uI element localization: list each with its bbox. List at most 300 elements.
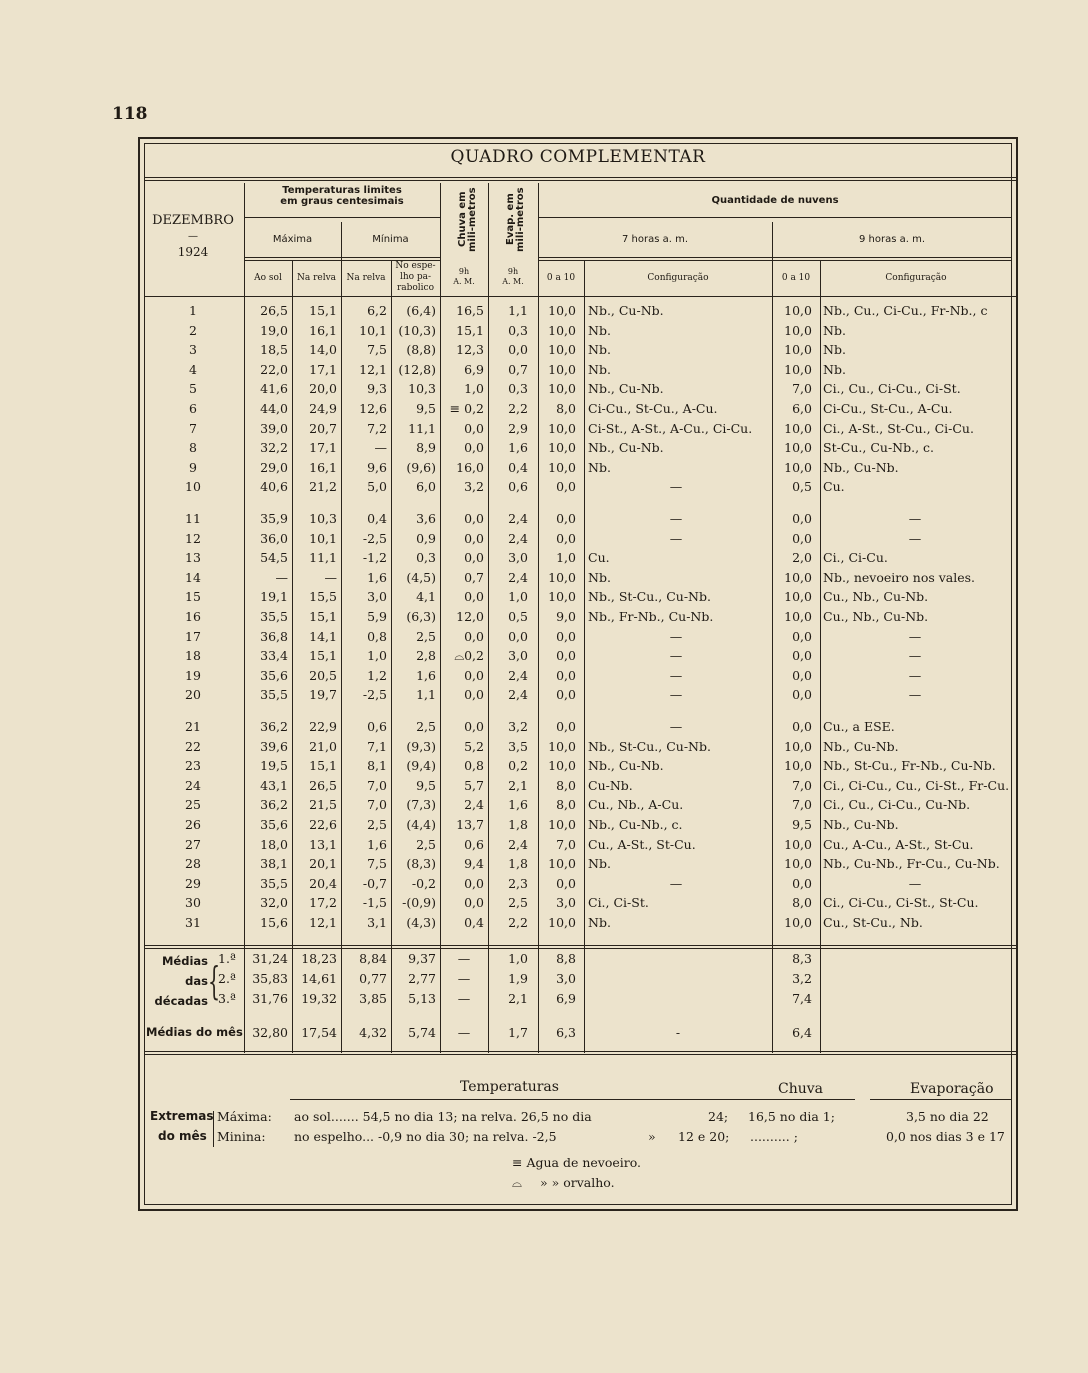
cell-c7: Nb.: [588, 569, 611, 585]
cell-mr: 2,5: [367, 817, 387, 832]
cell-ev: 0,0: [508, 342, 528, 358]
cell-mr: 1,2: [367, 667, 387, 683]
cell-q7: 10,0: [548, 589, 576, 605]
cell-s: 35,6: [260, 667, 288, 683]
decade-cell-s: 31,76: [252, 991, 288, 1006]
cell-s: 18,0: [260, 836, 288, 852]
decade-cell-r: 18,23: [301, 951, 337, 966]
decade-cell-n: 1.ª: [218, 951, 236, 966]
espelho-header: No espe- lho pa- rabolico: [395, 261, 436, 293]
cell-q7: 10,0: [548, 361, 576, 377]
table-row: [140, 401, 1020, 421]
cell-q7: 10,0: [548, 381, 576, 397]
cell-q7: 10,0: [548, 322, 576, 338]
cell-c9: Nb., Cu-Nb.: [823, 738, 899, 754]
cell-c7: Cu.: [588, 550, 610, 566]
cell-c9: Ci., Ci-Cu., Cu., Ci-St., Fr-Cu.: [823, 777, 1010, 793]
cell-d: 5: [189, 381, 197, 397]
cell-mr: -1,5: [362, 895, 387, 911]
cell-ev: 0,4: [508, 459, 528, 475]
cell-r: 22,9: [309, 719, 337, 734]
cell-ev: 0,3: [508, 322, 528, 338]
table-row: [140, 687, 1020, 707]
cell-r: 15,5: [309, 589, 337, 605]
cell-mr: 1,6: [367, 569, 387, 585]
cell-c7: Ci-Cu., St-Cu., A-Cu.: [588, 401, 718, 416]
decade-cell-q9: 8,3: [792, 951, 812, 966]
cell-me: (9,3): [406, 738, 436, 754]
cell-r: —: [324, 569, 337, 585]
cell-ch: 0,0: [464, 719, 484, 734]
cell-ev: 2,4: [508, 569, 528, 585]
cell-ev: 2,2: [508, 915, 528, 930]
cell-c9: Cu., Nb., Cu-Nb.: [823, 609, 929, 624]
cell-r: 16,1: [309, 322, 337, 338]
table-row: [140, 511, 1020, 531]
cell-ch: 0,0: [464, 667, 484, 683]
cell-me: (7,3): [406, 797, 436, 813]
cell-ch: 0,0: [464, 550, 484, 566]
cell-q7: 0,0: [556, 719, 576, 734]
cell-ev: 1,6: [508, 440, 528, 456]
cell-q7: 10,0: [548, 420, 576, 436]
cell-ev: 2,4: [508, 511, 528, 526]
cell-me: 0,3: [416, 550, 436, 566]
cell-q7: 10,0: [548, 758, 576, 774]
cell-mr: -2,5: [362, 687, 387, 703]
cell-r: 20,1: [309, 856, 337, 872]
cell-me: 2,5: [416, 628, 436, 644]
cell-s: 43,1: [260, 777, 288, 793]
maxima-header: Máxima: [272, 234, 313, 245]
cell-me: 1,1: [416, 687, 436, 703]
cell-r: 21,5: [309, 797, 337, 813]
cell-d: 23: [185, 758, 201, 774]
cell-me: (9,6): [406, 459, 436, 475]
cell-q7: 10,0: [548, 915, 576, 930]
cell-ev: 2,4: [508, 836, 528, 852]
cell-q9: 0,0: [792, 667, 812, 683]
table-row: [140, 381, 1020, 401]
cell-d: 17: [185, 628, 201, 644]
cell-c7: Nb., Cu-Nb.: [588, 303, 664, 318]
cell-q7: 0,0: [556, 511, 576, 526]
cell-ch: 0,4: [464, 915, 484, 930]
cell-ch: ≡ 0,2: [449, 401, 484, 416]
cell-q9: 8,0: [792, 895, 812, 911]
cell-q9: 10,0: [784, 758, 812, 774]
cell-me: 3,6: [416, 511, 436, 526]
cell-me: (6,4): [406, 303, 436, 318]
cell-q7: 0,0: [556, 648, 576, 664]
cell-d: 25: [185, 797, 201, 813]
cell-me: -(0,9): [402, 895, 436, 911]
month-mean-sol: 32,80: [252, 1025, 288, 1040]
month-mean-chuva: —: [457, 1025, 471, 1040]
cell-ch: 0,0: [464, 628, 484, 644]
na-relva-min-header: Na relva: [346, 273, 386, 283]
cell-ch: ⌓0,2: [454, 648, 484, 664]
footer-min-day: 12 e 20;: [678, 1129, 730, 1144]
decade-cell-ch: —: [457, 991, 471, 1006]
cell-ev: 2,3: [508, 875, 528, 891]
table-row: [140, 609, 1020, 629]
cell-ch: 0,0: [464, 440, 484, 456]
cell-ev: 1,8: [508, 817, 528, 832]
cell-q7: 8,0: [556, 401, 576, 416]
cell-d: 18: [185, 648, 201, 664]
decade-row: [140, 971, 1020, 991]
cell-c7: Cu., Nb., A-Cu.: [588, 797, 684, 813]
cell-c9: —: [908, 530, 922, 546]
cell-d: 10: [185, 479, 201, 495]
cell-q7: 0,0: [556, 667, 576, 683]
cell-c9: Nb., Cu., Ci-Cu., Fr-Nb., c: [823, 303, 988, 318]
decade-cell-s: 35,83: [252, 971, 288, 986]
cell-r: 11,1: [309, 550, 337, 566]
cell-s: 32,2: [260, 440, 288, 456]
cell-me: (9,4): [406, 758, 436, 774]
cell-r: 15,1: [309, 648, 337, 664]
cell-ch: 2,4: [464, 797, 484, 813]
cell-c7: —: [669, 628, 683, 644]
cell-ev: 0,0: [508, 628, 528, 644]
cell-c7: Nb., Cu-Nb.: [588, 758, 664, 774]
cell-c7: Nb.: [588, 459, 611, 475]
cell-mr: 8,1: [367, 758, 387, 774]
cell-ev: 1,0: [508, 589, 528, 605]
cell-ch: 12,0: [456, 609, 484, 624]
cell-mr: 9,6: [367, 459, 387, 475]
cell-d: 4: [189, 361, 197, 377]
cell-s: 35,6: [260, 817, 288, 832]
cell-ch: 16,5: [456, 303, 484, 318]
year-label: 1924: [177, 245, 209, 259]
cell-s: 29,0: [260, 459, 288, 475]
decade-cell-me: 9,37: [408, 951, 436, 966]
cell-mr: 7,1: [367, 738, 387, 754]
cell-ev: 3,5: [508, 738, 528, 754]
table-row: [140, 629, 1020, 649]
cell-s: 36,2: [260, 719, 288, 734]
footer-min-quote: »: [648, 1129, 656, 1144]
cell-c9: Nb.: [823, 322, 846, 338]
cell-q7: 10,0: [548, 440, 576, 456]
cell-mr: 7,5: [367, 342, 387, 358]
config7-header: Configuração: [647, 273, 709, 283]
cell-q7: 10,0: [548, 856, 576, 872]
cell-mr: 1,6: [367, 836, 387, 852]
cell-c7: —: [669, 719, 683, 734]
cell-mr: 12,6: [359, 401, 387, 416]
cell-me: (12,8): [398, 361, 436, 377]
cell-r: 24,9: [309, 401, 337, 416]
cell-mr: 6,2: [367, 303, 387, 318]
footer-min-evap: 0,0 nos dias 3 e 17: [886, 1129, 1005, 1144]
cell-d: 22: [185, 738, 201, 754]
cell-mr: 3,1: [367, 915, 387, 930]
cell-c9: St-Cu., Cu-Nb., c.: [823, 440, 935, 456]
cell-s: 26,5: [260, 303, 288, 318]
cell-q9: 2,0: [792, 550, 812, 566]
cell-me: 2,5: [416, 836, 436, 852]
cell-mr: 7,0: [367, 797, 387, 813]
decade-cell-mr: 3,85: [359, 991, 387, 1006]
cell-q7: 0,0: [556, 628, 576, 644]
cell-r: 16,1: [309, 459, 337, 475]
cell-d: 15: [185, 589, 201, 605]
cell-me: (4,3): [406, 915, 436, 930]
table-row: [140, 778, 1020, 798]
cell-ev: 3,2: [508, 719, 528, 734]
cell-s: 36,0: [260, 530, 288, 546]
footer-minima: Minina:: [217, 1129, 266, 1144]
month-mean-relva: 17,54: [301, 1025, 337, 1040]
table-row: [140, 915, 1020, 935]
cell-mr: 0,8: [367, 628, 387, 644]
cell-q9: 10,0: [784, 361, 812, 377]
cell-s: 19,1: [260, 589, 288, 605]
cell-s: 38,1: [260, 856, 288, 872]
chuva-header: Chuva em mili-metros: [457, 187, 478, 252]
cell-s: 54,5: [260, 550, 288, 566]
table-row: [140, 460, 1020, 480]
table-row: [140, 303, 1020, 323]
cell-ch: 0,0: [464, 895, 484, 911]
cell-ev: 3,0: [508, 648, 528, 664]
table-row: [140, 589, 1020, 609]
cell-ch: 0,6: [464, 836, 484, 852]
month-label: DEZEMBRO: [152, 213, 234, 228]
table-row: [140, 739, 1020, 759]
cell-d: 6: [189, 401, 197, 416]
cell-r: 20,5: [309, 667, 337, 683]
decade-cell-ev: 1,9: [508, 971, 528, 986]
decade-cell-q9: 7,4: [792, 991, 812, 1006]
cell-s: 41,6: [260, 381, 288, 397]
cell-d: 31: [185, 915, 201, 930]
cell-me: 0,9: [416, 530, 436, 546]
ao-sol-header: Ao sol: [254, 273, 282, 283]
cell-s: 18,5: [260, 342, 288, 358]
table-row: [140, 440, 1020, 460]
cell-q9: 10,0: [784, 915, 812, 930]
cell-r: 20,4: [309, 875, 337, 891]
decade-cell-q9: 3,2: [792, 971, 812, 986]
cell-q9: 7,0: [792, 797, 812, 813]
table-row: [140, 550, 1020, 570]
cell-c7: Nb.: [588, 915, 611, 930]
decade-cell-q7: 3,0: [556, 971, 576, 986]
cell-c7: Nb.: [588, 322, 611, 338]
cell-q9: 10,0: [784, 569, 812, 585]
cell-me: 8,9: [416, 440, 436, 456]
cell-s: 19,5: [260, 758, 288, 774]
cell-c9: Cu., A-Cu., A-St., St-Cu.: [823, 836, 974, 852]
cell-ch: 0,0: [464, 589, 484, 605]
month-mean-dash: -: [675, 1025, 681, 1040]
cell-d: 19: [185, 667, 201, 683]
cell-ch: 0,0: [464, 511, 484, 526]
table-row: [140, 817, 1020, 837]
cell-ev: 1,1: [508, 303, 528, 318]
month-mean-row: [140, 1025, 1020, 1045]
cell-c9: Nb., St-Cu., Fr-Nb., Cu-Nb.: [823, 758, 996, 774]
cell-ev: 2,4: [508, 530, 528, 546]
cell-q7: 8,0: [556, 797, 576, 813]
cell-c9: Ci., Cu., Ci-Cu., Ci-St.: [823, 381, 961, 397]
cell-me: 4,1: [416, 589, 436, 605]
decade-cell-r: 14,61: [301, 971, 337, 986]
table-row: [140, 648, 1020, 668]
table-row: [140, 856, 1020, 876]
cell-s: 35,5: [260, 687, 288, 703]
decade-cell-q7: 6,9: [556, 991, 576, 1006]
cell-d: 1: [189, 303, 197, 318]
footer-temperaturas-header: Temperaturas: [460, 1079, 559, 1095]
cell-c9: Ci., Cu., Ci-Cu., Cu-Nb.: [823, 797, 971, 813]
cell-q9: 0,0: [792, 628, 812, 644]
cell-c7: —: [669, 667, 683, 683]
cell-ch: 5,7: [464, 777, 484, 793]
cell-s: 19,0: [260, 322, 288, 338]
cell-c9: Ci., Ci-Cu., Ci-St., St-Cu.: [823, 895, 979, 911]
cell-c9: —: [908, 687, 922, 703]
cell-s: 22,0: [260, 361, 288, 377]
cell-r: 12,1: [309, 915, 337, 930]
cell-r: 15,1: [309, 303, 337, 318]
cell-d: 7: [189, 420, 197, 436]
cell-r: 17,1: [309, 440, 337, 456]
cell-q7: 0,0: [556, 530, 576, 546]
cell-q7: 3,0: [556, 895, 576, 911]
seven-hours-header: 7 horas a. m.: [621, 234, 689, 245]
footer-min-line: no espelho... -0,9 no dia 30; na relva. -2,5: [294, 1129, 557, 1144]
cell-q9: 0,0: [792, 687, 812, 703]
cell-c7: —: [669, 511, 683, 526]
table-row: [140, 342, 1020, 362]
cell-c9: —: [908, 648, 922, 664]
cell-d: 14: [185, 569, 201, 585]
cell-c9: Ci., A-St., St-Cu., Ci-Cu.: [823, 420, 974, 436]
month-mean-min-relva: 4,32: [359, 1025, 387, 1040]
table-row: [140, 797, 1020, 817]
cell-me: 2,8: [416, 648, 436, 664]
footer-do-mes: do mês: [158, 1129, 207, 1143]
cell-r: 19,7: [309, 687, 337, 703]
cell-s: 39,6: [260, 738, 288, 754]
cell-mr: 12,1: [359, 361, 387, 377]
cell-c9: —: [908, 875, 922, 891]
cell-s: 35,5: [260, 875, 288, 891]
cell-c7: —: [669, 687, 683, 703]
cell-ch: 3,2: [464, 479, 484, 495]
cell-c7: Nb., St-Cu., Cu-Nb.: [588, 589, 711, 605]
cell-r: 17,2: [309, 895, 337, 911]
cell-q9: 0,0: [792, 648, 812, 664]
cell-q9: 9,5: [792, 817, 812, 832]
cell-ev: 0,2: [508, 758, 528, 774]
decades-label: Médias das décadas: [154, 954, 208, 1008]
cell-ch: 9,4: [464, 856, 484, 872]
cell-ch: 16,0: [456, 459, 484, 475]
cell-ev: 3,0: [508, 550, 528, 566]
cell-c7: —: [669, 875, 683, 891]
page-number: 118: [112, 104, 148, 124]
temperature-group-header: Temperaturas limites em graus centesimais: [280, 185, 404, 207]
month-mean-evap: 1,7: [508, 1025, 528, 1040]
cell-mr: 7,2: [367, 420, 387, 436]
cell-d: 30: [185, 895, 201, 911]
cell-me: 1,6: [416, 667, 436, 683]
cell-ch: 0,0: [464, 530, 484, 546]
cell-r: 20,0: [309, 381, 337, 397]
cell-q7: 10,0: [548, 459, 576, 475]
cell-c9: Nb.: [823, 342, 846, 358]
cell-c9: —: [908, 667, 922, 683]
cell-r: 14,1: [309, 628, 337, 644]
cell-me: (8,8): [406, 342, 436, 358]
cell-s: 40,6: [260, 479, 288, 495]
cell-c7: Ci-St., A-St., A-Cu., Ci-Cu.: [588, 420, 753, 436]
legend-orvalho-symbol: ⌓: [512, 1175, 522, 1190]
cell-c9: —: [908, 511, 922, 526]
cell-ev: 1,8: [508, 856, 528, 872]
table-row: [140, 895, 1020, 915]
chuva-hour: 9h A. M.: [453, 267, 475, 286]
decade-cell-ch: —: [457, 951, 471, 966]
decade-row: [140, 991, 1020, 1011]
cell-s: 44,0: [260, 401, 288, 416]
decade-cell-me: 2,77: [408, 971, 436, 986]
cell-mr: 1,0: [367, 648, 387, 664]
scale9-header: 0 a 10: [781, 273, 811, 283]
cell-r: 22,6: [309, 817, 337, 832]
cell-ev: 0,5: [508, 609, 528, 624]
decade-cell-me: 5,13: [408, 991, 436, 1006]
cell-c9: Ci., Ci-Cu.: [823, 550, 888, 566]
cell-d: 29: [185, 875, 201, 891]
cell-mr: -2,5: [362, 530, 387, 546]
cell-me: (4,4): [406, 817, 436, 832]
cell-q9: 0,0: [792, 875, 812, 891]
decade-cell-s: 31,24: [252, 951, 288, 966]
cell-ev: 2,9: [508, 420, 528, 436]
cell-ch: 12,3: [456, 342, 484, 358]
cell-q9: 10,0: [784, 856, 812, 872]
cell-c7: Nb.: [588, 342, 611, 358]
minima-header: Mínima: [372, 234, 409, 245]
cell-c7: Nb., Cu-Nb.: [588, 440, 664, 456]
cell-q7: 10,0: [548, 303, 576, 318]
decade-cell-n: 2.ª: [218, 971, 236, 986]
cell-r: 21,0: [309, 738, 337, 754]
cell-q9: 10,0: [784, 738, 812, 754]
cell-c9: —: [908, 628, 922, 644]
cell-q7: 0,0: [556, 875, 576, 891]
cell-c7: —: [669, 530, 683, 546]
cell-mr: —: [374, 440, 387, 456]
cell-c7: Nb., Fr-Nb., Cu-Nb.: [588, 609, 714, 624]
cell-r: 26,5: [309, 777, 337, 793]
cell-ch: 13,7: [456, 817, 484, 832]
clouds-header: Quantidade de nuvens: [711, 195, 839, 206]
cell-d: 3: [189, 342, 197, 358]
cell-mr: 10,1: [359, 322, 387, 338]
decade-row: [140, 951, 1020, 971]
cell-ev: 2,4: [508, 687, 528, 703]
cell-c9: Cu.: [823, 479, 845, 495]
